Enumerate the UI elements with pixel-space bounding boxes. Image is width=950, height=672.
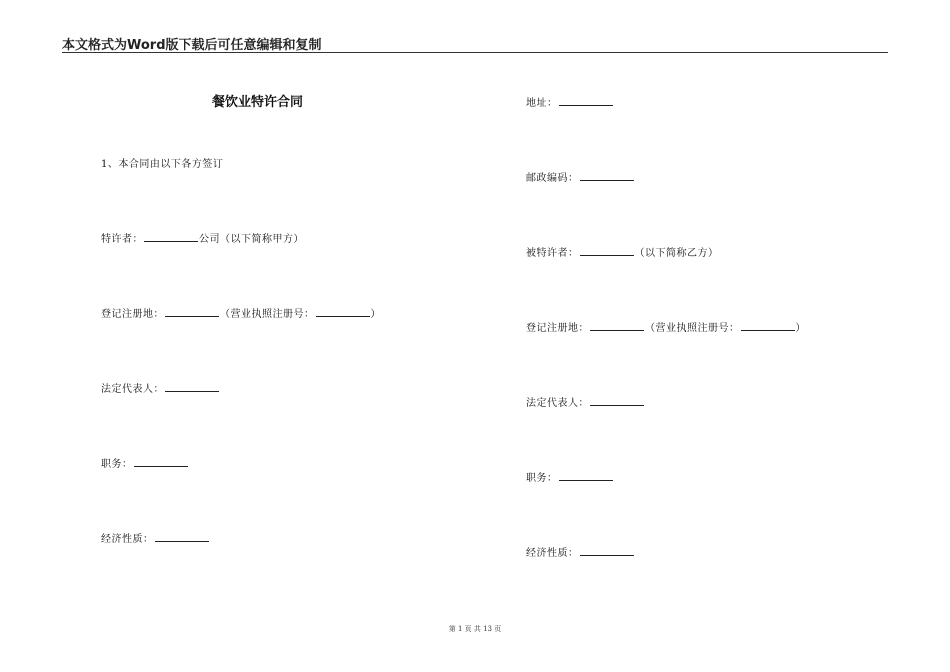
page-footer: 第 1 页 共 13 页 xyxy=(448,625,502,633)
right-address-label: 地址： xyxy=(526,98,558,109)
page-header xyxy=(62,34,888,53)
left-position-blank[interactable] xyxy=(134,457,188,467)
right-postcode-label: 邮政编码： xyxy=(526,173,579,184)
left-economic-line xyxy=(101,530,210,545)
left-econ-blank[interactable] xyxy=(155,532,209,542)
intro-text: 1、本合同由以下各方签订 xyxy=(101,159,224,170)
left-econ-label: 经济性质： xyxy=(101,534,154,545)
franchisor-label: 特许者： xyxy=(101,234,143,245)
right-position-label: 职务： xyxy=(526,473,558,484)
right-postcode-blank[interactable] xyxy=(580,171,634,181)
right-econ-label: 经济性质： xyxy=(526,548,579,559)
right-license-close: ） xyxy=(795,323,806,334)
intro-line xyxy=(101,155,223,170)
franchisee-blank[interactable] xyxy=(580,246,634,256)
right-address-blank[interactable] xyxy=(559,96,613,106)
right-position-line xyxy=(526,469,614,484)
right-rep-label: 法定代表人： xyxy=(526,398,589,409)
left-license-open: （营业执照注册号： xyxy=(220,309,315,320)
franchisor-suffix: 公司（以下简称甲方） xyxy=(199,234,304,245)
right-reg-label: 登记注册地： xyxy=(526,323,589,334)
franchisee-line xyxy=(526,244,719,259)
right-economic-line xyxy=(526,544,635,559)
right-license-open: （营业执照注册号： xyxy=(645,323,740,334)
franchisee-label: 被特许者： xyxy=(526,248,579,259)
left-license-blank[interactable] xyxy=(316,307,370,317)
left-representative-line xyxy=(101,380,220,395)
right-rep-blank[interactable] xyxy=(590,396,644,406)
right-econ-blank[interactable] xyxy=(580,546,634,556)
header-text: 本文格式为Word版下载后可任意编辑和复制 xyxy=(62,38,322,53)
left-rep-label: 法定代表人： xyxy=(101,384,164,395)
right-representative-line xyxy=(526,394,645,409)
left-reg-blank[interactable] xyxy=(165,307,219,317)
document-title: 餐饮业特许合同 xyxy=(212,95,304,110)
left-position-label: 职务： xyxy=(101,459,133,470)
franchisor-line xyxy=(101,230,304,245)
right-registration-line xyxy=(526,319,806,334)
right-address-line xyxy=(526,94,614,109)
left-reg-label: 登记注册地： xyxy=(101,309,164,320)
left-license-close: ） xyxy=(370,309,381,320)
franchisor-blank[interactable] xyxy=(144,232,198,242)
left-rep-blank[interactable] xyxy=(165,382,219,392)
right-position-blank[interactable] xyxy=(559,471,613,481)
right-reg-blank[interactable] xyxy=(590,321,644,331)
right-postcode-line xyxy=(526,169,635,184)
left-registration-line xyxy=(101,305,381,320)
right-license-blank[interactable] xyxy=(741,321,795,331)
franchisee-suffix: （以下简称乙方） xyxy=(634,248,719,259)
left-position-line xyxy=(101,455,189,470)
